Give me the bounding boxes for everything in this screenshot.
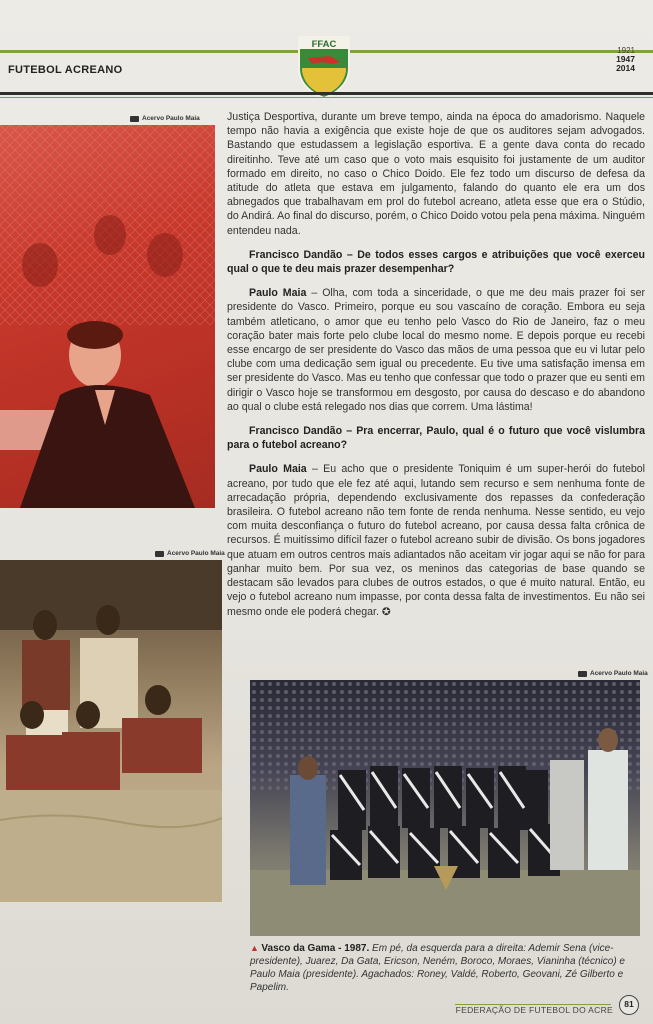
answer-1-text: – Olha, com toda a sinceridade, o que me deu mais prazer foi ser presidente do Vasco. Primeiro, porque eu sou vascaíno de coração. Embora eu seja também atleticano, o amor que eu tenho pelo Vasco do Rio de Janeiro, faz o meu coração bater mais forte pelo clube local do mesmo nome. E depois porque eu recebi esse encargo de ser presidente do Vasco das mãos de uma pessoa que eu vi lutar pelo clube com uma dedicação sem igual ou precedente. Eu tive uma satisfação imensa em ser presidente do Vasco. Mas eu tenho que confessar que todo o prazer que eu senti em dirigir o Vasco hoje se transformou em desgosto, por causa do descaso e do abandono ao qual o clube está relegado nos dias que correm. Uma lástima! bbox=[227, 287, 646, 413]
ffac-crest-logo bbox=[296, 34, 352, 100]
camera-icon bbox=[578, 671, 587, 677]
article-body bbox=[227, 110, 645, 629]
year-3: 2014 bbox=[616, 63, 635, 73]
question-1-text: – De todos esses cargos e atribuições que você exerceu qual o que te deu mais prazer desempenhar? bbox=[227, 248, 645, 276]
photo-credit-2: Acervo Paulo Maia bbox=[155, 550, 225, 557]
end-mark-icon: ✪ bbox=[378, 605, 391, 618]
paragraph-intro: Justiça Desportiva, durante um breve tempo, ainda na época do amadorismo. Naquele tempo não havia a exigência que existe hoje de que os auditores sejam advogados. Bastando que estudassem a legislação esportiva. E a gente dava conta do recado direitinho. Teve até um caso que o voto mais esquisito foi justamente de um auditor formado em direito, no caso o Chico Doido. Ele fez todo um discurso de defesa da atitude do atleta que estava em julgamento, falando do quanto ele era um dos abnegados que trabalhavam em prol do futebol acreano, atleta esse que era o Stúdio, do Andirá. Ao final do discurso, porém, o Chico Doido votou pela pena máxima. Ninguém entendeu nada. bbox=[227, 111, 645, 237]
footer-org: FEDERAÇÃO DE FUTEBOL DO ACRE bbox=[455, 1005, 613, 1015]
question-2-speaker: Francisco Dandão bbox=[249, 425, 343, 438]
photo-credit-1: Acervo Paulo Maia bbox=[130, 115, 200, 122]
photo-sepia-team bbox=[0, 560, 222, 902]
photo-credit-3: Acervo Paulo Maia bbox=[578, 670, 648, 677]
question-1-speaker: Francisco Dandão bbox=[249, 248, 343, 261]
answer-2 bbox=[227, 462, 645, 618]
photo-caption bbox=[250, 942, 642, 994]
answer-1 bbox=[227, 286, 645, 414]
section-title: FUTEBOL ACREANO bbox=[8, 64, 123, 76]
page-number: 81 bbox=[619, 995, 639, 1015]
answer-1-speaker: Paulo Maia bbox=[249, 287, 307, 300]
answer-2-text: – Eu acho que o presidente Toniquim é um super-herói do futebol acreano, por tudo que ele fez até aqui, lutando sem recurso e sem nenhuma fonte de arrecadação própria, dependendo exclusivamente dos repasses da confederação brasileira. O futebol acreano não tem fonte de renda nenhuma. Nesse sentido, eu vejo com muita desconfiança o futuro do futebol acreano, por causa dessa falta crônica de recursos. É muitíssimo difícil fazer o futebol acreano subir de divisão. Os bons jogadores que atuam em outros centros mais adiantados não aceitam vir jogar aqui se não for para ganhar muito bem. Por sua vez, os meninos das categorias de base quando se destacam são levados para clubes de outros estados, o que é muito natural. Então, eu vejo o futebol acreano num impasse, por conta dessa falta de investimentos. Eu não sei mesmo onde ele poderá chegar. bbox=[227, 463, 645, 618]
caption-title: Vasco da Gama - 1987. bbox=[261, 943, 370, 954]
caption-arrow-icon: ▲ bbox=[250, 943, 262, 953]
year-1: 1921 bbox=[617, 46, 635, 55]
year-2: 1947 bbox=[616, 54, 635, 64]
photo-vasco-1987 bbox=[250, 680, 640, 936]
header-rule-dark bbox=[0, 92, 653, 95]
camera-icon bbox=[130, 116, 139, 122]
camera-icon bbox=[155, 551, 164, 557]
question-2-text: – Pra encerrar, Paulo, qual é o futuro que você vislumbra para o futebol acreano? bbox=[227, 425, 645, 452]
svg-text:FFAC: FFAC bbox=[311, 39, 337, 50]
header-rule-thin bbox=[0, 97, 653, 98]
answer-2-speaker: Paulo Maia bbox=[249, 463, 307, 476]
caption-text: Em pé, da esquerda para a direita: Ademir Sena (vice-presidente), Juarez, Da Gata, Ericson, Neném, Boroco, Moraes, Vianinha (técnico) e Paulo Maia (presidente). Agachados: Roney, Valdé, Roberto, Geovani, Zé Gilberto e Papelim. bbox=[250, 943, 625, 993]
question-1 bbox=[227, 248, 645, 276]
photo-referee-red bbox=[0, 125, 215, 508]
years-label bbox=[616, 46, 635, 73]
question-2 bbox=[227, 424, 645, 452]
